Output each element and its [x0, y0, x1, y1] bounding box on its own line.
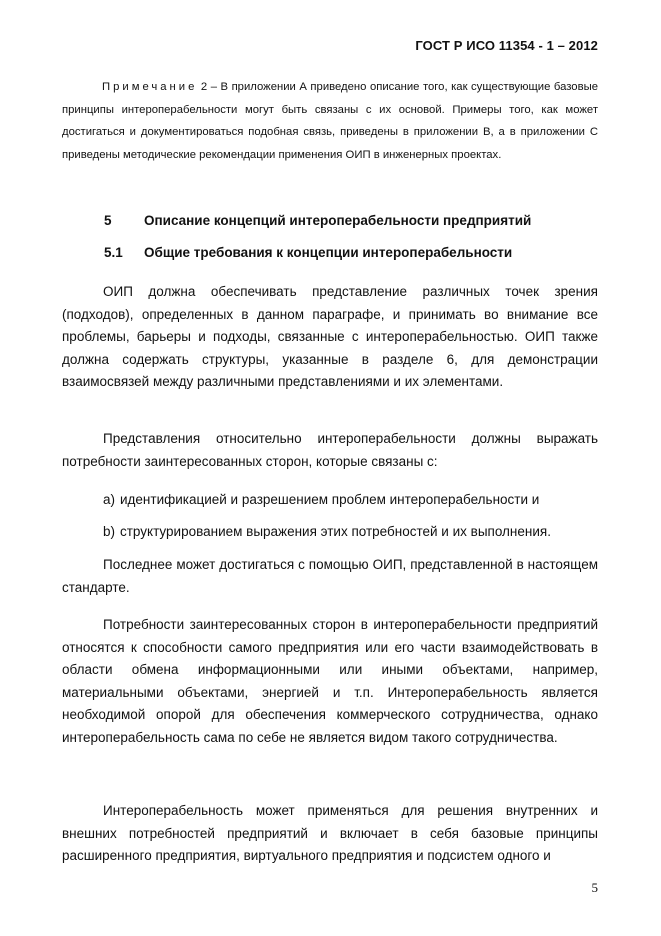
paragraph-3-text: Последнее может достигаться с помощью ОИП, представленной в настоящем стандарте. — [62, 557, 598, 595]
list-item — [103, 521, 551, 544]
note-paragraph — [62, 76, 598, 166]
paragraph-4 — [62, 614, 598, 750]
paragraph-5-text: Интероперабельность может применяться для решения внутренних и внешних потребностей предприятий и включает в себя базовые принципы расширенного предприятия, виртуального предприятия и подсистем одного и — [62, 803, 598, 864]
note-label: Примечание — [102, 81, 198, 93]
subsection-heading — [104, 245, 512, 260]
list-item-text: структурированием выражения этих потребностей и их выполнения. — [120, 524, 551, 539]
note-text: 2 – В приложении А приведено описание того, как существующие базовые принципы интероперабельности могут быть связаны с их основой. Примеры того, как может достигаться и документироваться подобная связь, приведены в приложении В, а в приложении С приведены методические рекомендации применения ОИП в инженерных проектах. — [62, 81, 598, 161]
paragraph-3 — [62, 554, 598, 599]
page-number: 5 — [591, 880, 598, 895]
subsection-number: 5.1 — [104, 245, 123, 260]
list-item — [103, 489, 539, 512]
list-item-marker: b) — [103, 524, 116, 539]
paragraph-1 — [62, 281, 598, 394]
paragraph-1-text: ОИП должна обеспечивать представление различных точек зрения (подходов), определенных в данном параграфе, и принимать во внимание все проблемы, барьеры и подходы, связанные с интероперабельностью. ОИП также должна содержать структуры, указанные в разделе 6, для демонстрации взаимосвязей между различными представлениями и их элементами. — [62, 284, 598, 390]
paragraph-2 — [62, 428, 598, 473]
paragraph-4-text: Потребности заинтересованных сторон в интероперабельности предприятий относятся к способности самого предприятия или его части взаимодействовать в области обмена информационными или иными объектами, например, материальными объектами, энергией и т.п. Интероперабельность является необходимой опорой для обеспечения коммерческого сотрудничества, однако интероперабельность сама по себе не является видом такого сотрудничества. — [62, 617, 598, 745]
list-item-marker: a) — [103, 492, 116, 507]
paragraph-2-text: Представления относительно интероперабельности должны выражать потребности заинтересованных сторон, которые связаны с: — [62, 431, 598, 469]
subsection-title: Общие требования к концепции интероперабельности — [144, 245, 513, 260]
document-header: ГОСТ Р ИСО 11354 - 1 – 2012 — [415, 38, 598, 53]
section-number: 5 — [104, 213, 112, 228]
paragraph-5 — [62, 800, 598, 868]
list-item-text: идентификацией и разрешением проблем интероперабельности и — [120, 492, 540, 507]
section-heading — [104, 213, 531, 228]
section-title: Описание концепций интероперабельности предприятий — [144, 213, 532, 228]
